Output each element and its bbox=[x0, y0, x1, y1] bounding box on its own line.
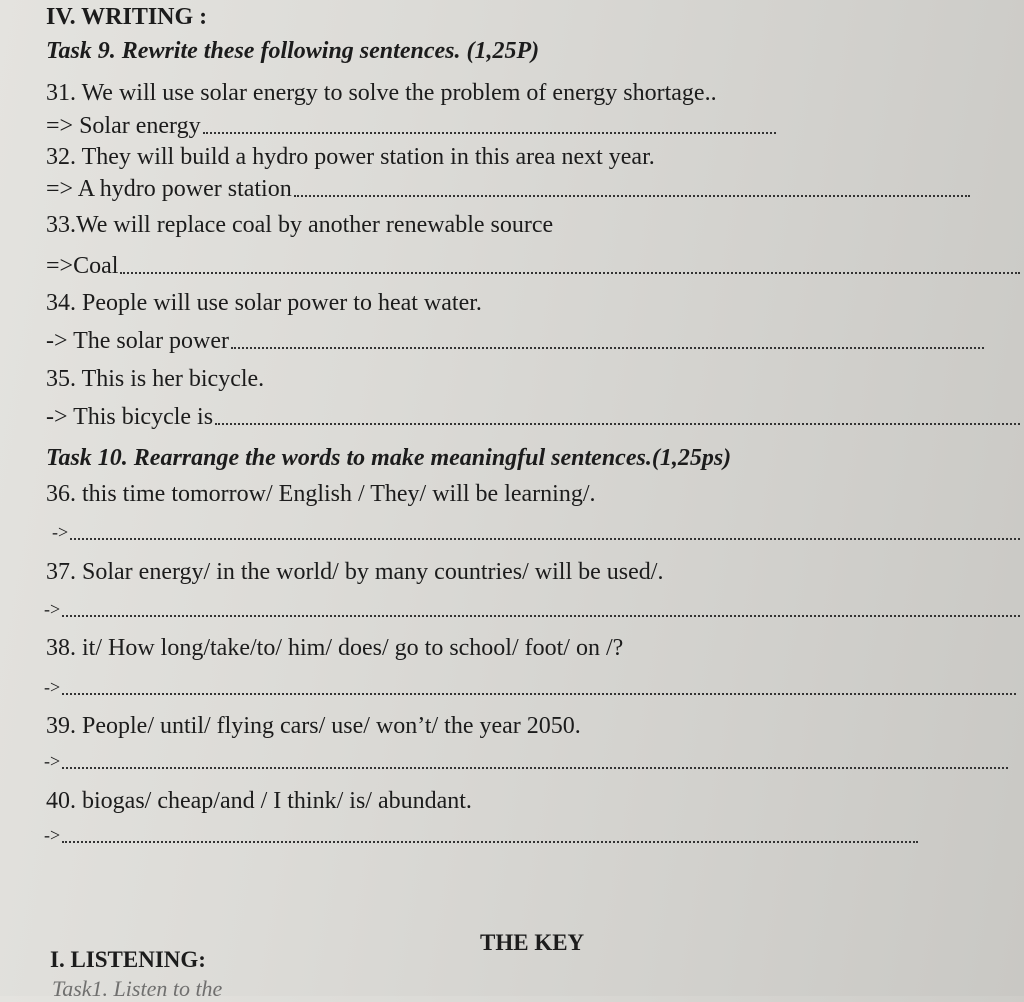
answer-blank bbox=[62, 615, 1020, 617]
answer-prompt: -> The solar power bbox=[46, 328, 230, 354]
task9-item-32-answer bbox=[46, 174, 970, 204]
answer-blank bbox=[231, 347, 984, 349]
task10-item-40-answer bbox=[44, 820, 918, 850]
task10-item-39-sentence: 39. People/ until/ flying cars/ use/ won’t/ the year 2050. bbox=[46, 713, 581, 739]
task9-title: Task 9. Rewrite these following sentences. (1,25P) bbox=[46, 38, 540, 64]
task9-item-31-answer bbox=[46, 111, 776, 141]
key-title: THE KEY bbox=[480, 930, 585, 955]
answer-prompt: => Solar energy bbox=[46, 113, 201, 139]
task10-item-38-sentence: 38. it/ How long/take/to/ him/ does/ go to school/ foot/ on /? bbox=[46, 635, 624, 661]
answer-prompt: -> bbox=[44, 599, 61, 619]
answer-prompt: =>Coal bbox=[46, 253, 119, 279]
answer-blank bbox=[120, 272, 1020, 274]
task10-item-38-answer bbox=[44, 672, 1016, 702]
answer-prompt: -> bbox=[44, 677, 61, 697]
task10-item-40-sentence: 40. biogas/ cheap/and / I think/ is/ abundant. bbox=[46, 788, 472, 814]
task9-item-31-sentence: 31. We will use solar energy to solve the problem of energy shortage.. bbox=[46, 80, 717, 106]
task10-item-37-answer bbox=[44, 594, 1020, 624]
task10-item-36-sentence: 36. this time tomorrow/ English / They/ will be learning/. bbox=[46, 481, 596, 507]
answer-blank bbox=[62, 841, 918, 843]
listening-title: I. LISTENING: bbox=[50, 947, 206, 972]
answer-prompt: -> bbox=[44, 751, 61, 771]
answer-blank bbox=[294, 195, 970, 197]
task9-item-33-answer bbox=[46, 251, 1020, 281]
section-title: IV. WRITING : bbox=[46, 4, 208, 30]
task9-item-32-sentence: 32. They will build a hydro power station in this area next year. bbox=[46, 144, 655, 170]
answer-blank bbox=[62, 693, 1016, 695]
task10-item-39-answer bbox=[44, 746, 1008, 776]
answer-prompt: -> bbox=[52, 522, 69, 542]
answer-prompt: -> bbox=[44, 825, 61, 845]
answer-prompt: -> This bicycle is bbox=[46, 404, 214, 430]
task9-item-35-sentence: 35. This is her bicycle. bbox=[46, 366, 265, 392]
task9-item-34-sentence: 34. People will use solar power to heat water. bbox=[46, 290, 482, 316]
answer-blank bbox=[203, 132, 776, 134]
task9-item-35-answer bbox=[46, 402, 1020, 432]
task10-title: Task 10. Rearrange the words to make meaningful sentences.(1,25ps) bbox=[46, 445, 732, 471]
task10-item-36-answer bbox=[52, 517, 1020, 547]
answer-prompt: => A hydro power station bbox=[46, 176, 292, 202]
listening-task-cut-off: Task1. Listen to the bbox=[52, 976, 223, 1001]
task9-item-34-answer bbox=[46, 326, 984, 356]
task10-item-37-sentence: 37. Solar energy/ in the world/ by many countries/ will be used/. bbox=[46, 559, 664, 585]
answer-blank bbox=[70, 538, 1020, 540]
task9-item-33-sentence: 33.We will replace coal by another renewable source bbox=[46, 212, 554, 238]
answer-blank bbox=[62, 767, 1008, 769]
answer-blank bbox=[215, 423, 1020, 425]
